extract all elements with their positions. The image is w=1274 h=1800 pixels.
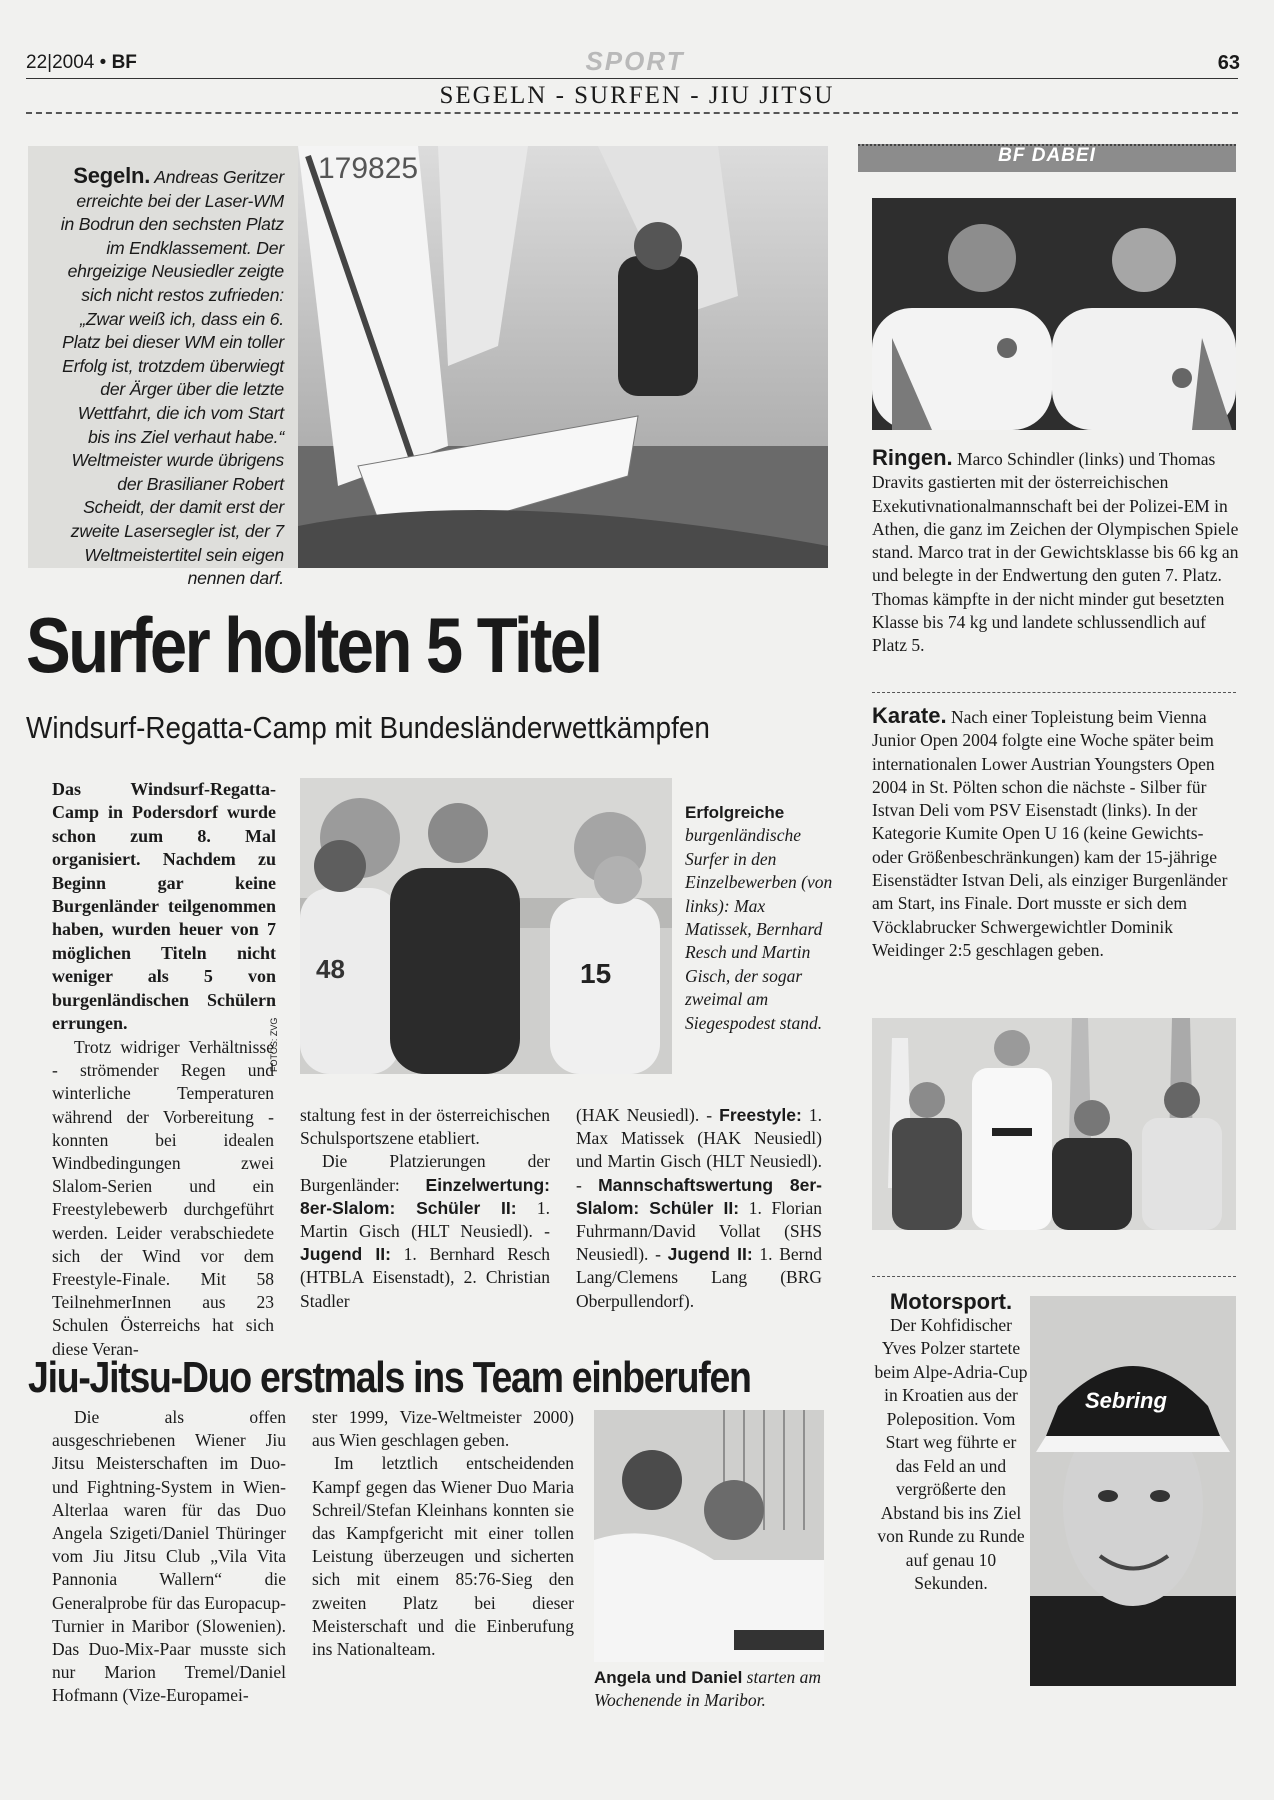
karate-lead: Karate.: [872, 703, 947, 728]
karate-text: [872, 704, 1236, 962]
placings-heading-2: Jugend II:: [300, 1244, 391, 1265]
surfer-col3: [576, 1104, 822, 1313]
results-text-1: (HAK Neusiedl). -: [576, 1105, 713, 1125]
segeln-text: [60, 164, 284, 591]
surfer-body2b: [300, 1150, 550, 1312]
bib-number-48: 48: [316, 954, 345, 984]
surfer-col2: [300, 1104, 550, 1313]
photo-credit: FOTOS: ZVG: [269, 1017, 279, 1072]
surfer-body1: Trotz widriger Verhältnisse - strömender Regen und winterliche Temperaturen während der Vorbereitung - konnten bei idealen Windbedingungen zwei Slalom-Serien und ein Freestylebewerb durchgeführt werden. Leider verabschiedete sich der Wind vor dem Freestyle-Finale. Mit 58 TeilnehmerInnen aus 23 Schulen Österreichs hat sich diese Veran-: [52, 1037, 274, 1359]
surfer-body3: [576, 1104, 822, 1313]
header-rule: [26, 78, 1238, 79]
jiujitsu-body1: Die als offen ausgeschriebenen Wiener Jiu Jitsu Meisterschaften im Duo- und Fightning-System in Wien-Alterlaa waren für das Duo Angela Szigeti/Daniel Thüringer vom Jiu Jitsu Club „Vila Vita Pannonia Wallern“ die Generalprobe für das Europacup-Turnier in Maribor (Slowenien). Das Duo-Mix-Paar musste sich nur Marion Tremel/Daniel Hofmann (Vize-Europamei-: [52, 1407, 286, 1706]
topic-line: SEGELN - SURFEN - JIU JITSU: [439, 82, 835, 109]
cap-logo-text: Sebring: [1085, 1388, 1167, 1413]
placings-intro: Die Platzierungen der Burgenländer:: [300, 1151, 550, 1195]
section-label: SPORT: [585, 46, 685, 76]
results-text-4: 1. Bernd Lang/Clemens Lang (BRG Oberpullendorf).: [576, 1244, 822, 1311]
results-text-3: 1. Florian Fuhrmann/David Vollat (SHS Neusiedl). -: [576, 1197, 822, 1265]
caption-lead: Erfolgreiche: [685, 803, 785, 822]
motorsport-photo: [1030, 1296, 1236, 1686]
jiujitsu-body2b: Im letztlich entscheidenden Kampf gegen das Wiener Duo Maria Schreil/Stefan Kleinhans konnten sie das Kampfgericht mit einer tollen Leistung überzeugen und sicherten sich mit einem 85:76-Sieg den zweiten Platz bei dieser Meisterschaft und die Einberufung ins Nationalteam.: [312, 1453, 574, 1660]
issue-number: 22|2004: [26, 52, 95, 73]
surfer-subheadline: Windsurf-Regatta-Camp mit Bundesländerwettkämpfen: [26, 710, 710, 745]
jiujitsu-headline: Jiu-Jitsu-Duo erstmals ins Team einberufen: [28, 1353, 751, 1402]
results-heading-youth: Jugend II:: [667, 1244, 753, 1265]
caption-text: burgenländische Surfer in den Einzelbewerben (von links): Max Matissek, Bernhard Resch und Martin Gisch, der sogar zweimal am Siegespodest stand.: [685, 825, 833, 1033]
results-heading-team: Mannschaftswertung 8er-Slalom: Schüler II:: [576, 1174, 822, 1218]
surfer-headline: Surfer holten 5 Titel: [26, 601, 601, 689]
jiujitsu-caption: [594, 1666, 834, 1713]
surfer-col1: [52, 1036, 274, 1361]
bib-number-15: 15: [580, 958, 612, 989]
placings-heading-1: Einzelwertung: 8er-Slalom: Schüler II:: [300, 1174, 550, 1218]
ringen-body: Marco Schindler (links) und Thomas Dravits gastierten mit der österreichischen Exekutivnationalmannschaft bei der Polizei-EM in Athen, die ganz im Zeichen der Olympischen Spiele stand. Marco trat in der Gewichtsklasse bis 66 kg an und belegte in der Endwertung den guten 7. Platz. Thomas kämpfte in der nicht minder gut besetzten Klasse bis 74 kg und landete schlussendlich auf Platz 5.: [872, 449, 1239, 656]
placings-text-2: 1. Bernhard Resch (HTBLA Eisenstadt), 2. Christian Stadler: [300, 1244, 551, 1311]
paper-name: BF: [111, 52, 137, 73]
sidebar-divider-1: [872, 692, 1236, 693]
motorsport-lead: Motorsport.: [889, 1289, 1013, 1314]
jiujitsu-caption-text: starten am Wochenende in Maribor.: [594, 1667, 822, 1711]
sail-number-text: 179825: [318, 152, 419, 185]
sidebar-divider-2: [872, 1276, 1236, 1277]
sidebar-title: BF DABEI: [998, 145, 1096, 166]
motorsport-text: [872, 1290, 1030, 1596]
jiujitsu-photo: [594, 1410, 824, 1662]
jiujitsu-col2: [312, 1406, 574, 1661]
surfer-caption: [685, 801, 835, 1035]
surfer-body2a: staltung fest in der österreichischen Schulsportszene etabliert.: [300, 1105, 550, 1149]
surfer-photo: [300, 778, 672, 1074]
header-dashed-rule: [26, 112, 1238, 114]
issue-date: [26, 52, 137, 74]
jiujitsu-caption-names: Angela und Daniel: [594, 1668, 743, 1687]
segeln-lead: Segeln.: [73, 163, 151, 188]
header-separator: •: [99, 52, 107, 73]
karate-body: Nach einer Topleistung beim Vienna Junior Open 2004 folgte eine Woche später beim internationalen Lower Austrian Youngsters Open 2004 in St. Pölten schon die nächste - Silber für Istvan Deli vom PSV Eisenstadt (links). In der Kategorie Kumite Open U 16 (keine Gewichts- oder Größenbeschränkungen) kam der 15-jährige Eisenstädter Istvan Deli, als einziger Burgenländer am Start, ins Finale. Dort musste er sich dem Vöcklabrucker Schwergewichtler Dominik Weidinger 2:5 geschlagen geben.: [872, 707, 1228, 960]
ringen-lead: Ringen.: [872, 445, 953, 470]
sailing-photo: [298, 146, 828, 568]
segeln-body: Andreas Geritzer erreichte bei der Laser-WM in Bodrun den sechsten Platz im Endklassement. Der ehrgeizige Neusiedler zeigte sich nicht restos zufrieden: „Zwar weiß ich, dass ein 6. Platz bei dieser WM ein toller Erfolg ist, trotzdem überwiegt der Ärger über die letzte Wettfahrt, die ich vom Start bis ins Ziel verhaut habe.“ Weltmeister wurde übrigens der Brasilianer Robert Scheidt, der damit erst der zweite Lasersegler ist, der 7 Weltmeistertitel sein eigen nennen darf.: [60, 167, 284, 589]
jiujitsu-body2a: ster 1999, Vize-Weltmeister 2000) aus Wien geschlagen geben.: [312, 1407, 574, 1451]
jiujitsu-col1: [52, 1406, 286, 1708]
results-heading-freestyle: Freestyle:: [719, 1105, 802, 1125]
ringen-text: [872, 446, 1242, 658]
ringen-photo: [872, 198, 1236, 430]
karate-photo: [872, 1018, 1236, 1230]
page-number: 63: [1217, 52, 1240, 74]
results-text-2: 1. Max Matissek (HAK Neusiedl) und Martin Gisch (HLT Neusiedl). -: [576, 1105, 823, 1195]
surfer-intro: Das Windsurf-Regatta-Camp in Podersdorf wurde schon zum 8. Mal organisiert. Nachdem zu Beginn gar keine Burgenländer teilgenommen haben, wurden heuer von 7 möglichen Titeln nicht weniger als 5 von burgenländischen Schülern errungen.: [52, 779, 276, 1034]
placings-text-1: 1. Martin Gisch (HLT Neusiedl). -: [300, 1197, 550, 1242]
motorsport-body: Der Kohfidischer Yves Polzer startete beim Alpe-Adria-Cup in Kroatien aus der Poleposition. Vom Start weg führte er das Feld an und vergrößerte den Abstand bis ins Ziel von Runde zu Runde auf genau 10 Sekunden.: [874, 1314, 1028, 1593]
